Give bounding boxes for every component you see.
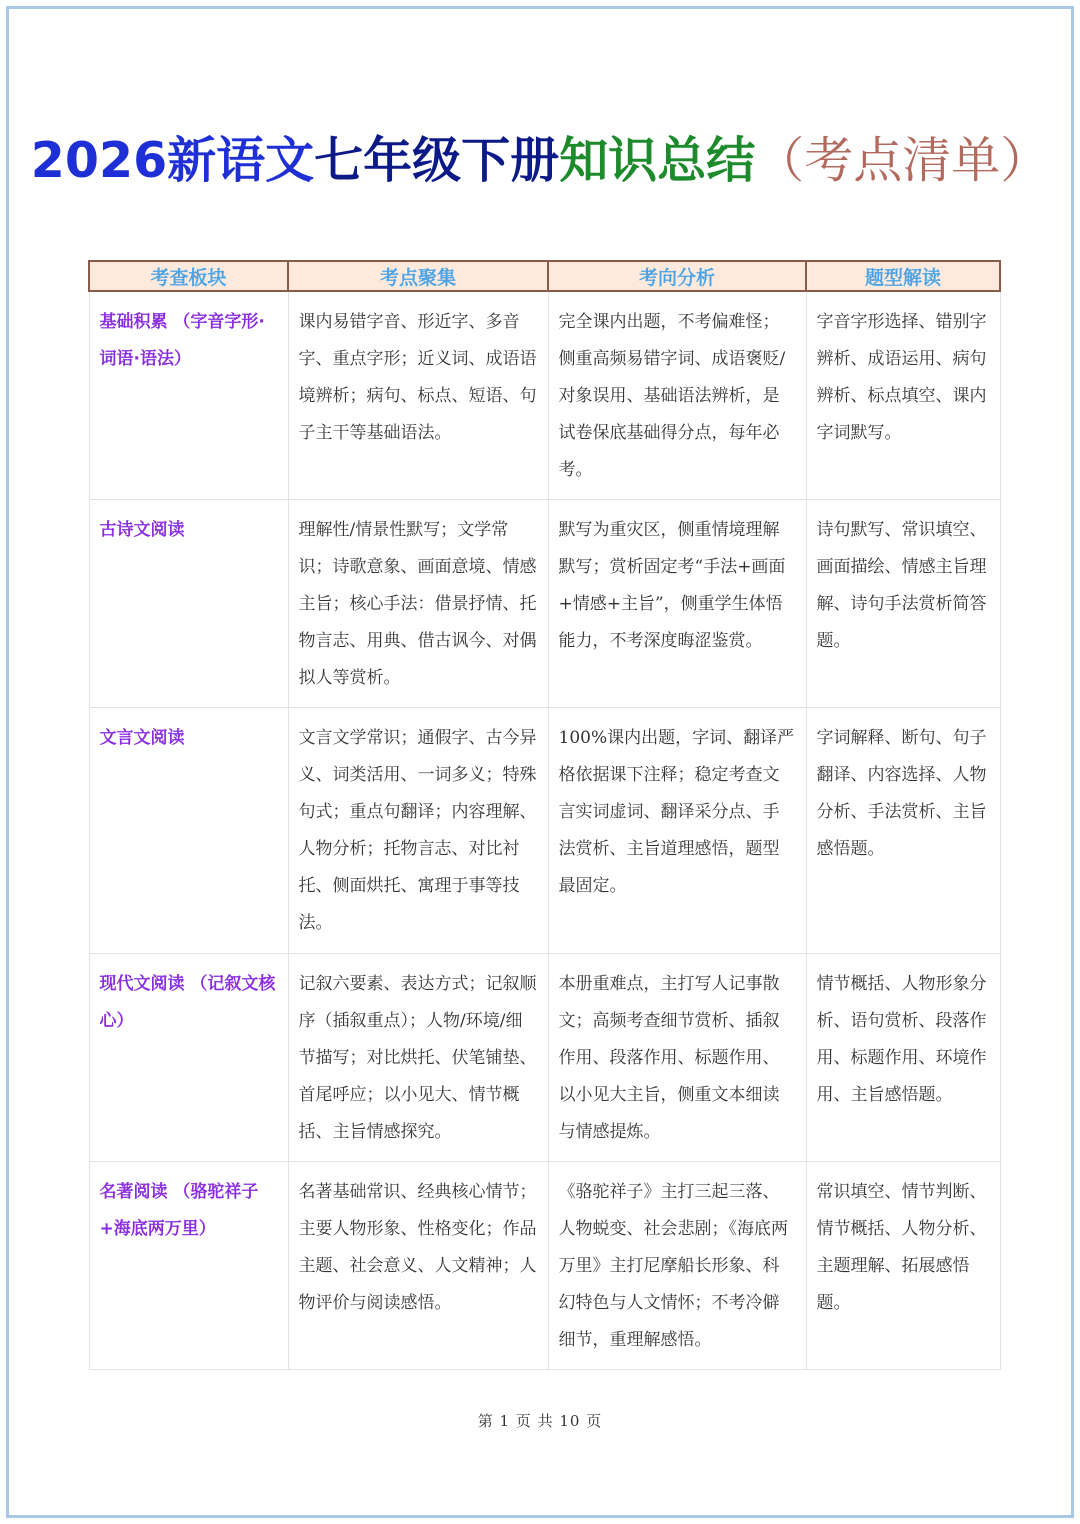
row-points: 名著基础常识、经典核心情节；主要人物形象、性格变化；作品主题、社会意义、人文精神；人物评价与阅读感悟。 bbox=[288, 1162, 548, 1370]
header-points: 考点聚集 bbox=[288, 261, 548, 291]
title-part-summary: 知识总结 bbox=[559, 132, 756, 189]
row-analysis: 本册重难点，主打写人记事散文；高频考查细节赏析、插叙作用、段落作用、标题作用、以小见大主旨，侧重文本细读与情感提炼。 bbox=[548, 954, 806, 1162]
row-types: 常识填空、情节判断、情节概括、人物分析、主题理解、拓展感悟题。 bbox=[806, 1162, 1000, 1370]
title-part-year-subject: 2026新语文 bbox=[30, 132, 315, 189]
row-analysis: 《骆驼祥子》主打三起三落、人物蜕变、社会悲剧；《海底两万里》主打尼摩船长形象、科幻特色与人文情怀；不考冷僻细节，重理解感悟。 bbox=[548, 1162, 806, 1370]
page-number: 第 1 页 共 10 页 bbox=[477, 1412, 603, 1430]
row-types: 诗句默写、常识填空、画面描绘、情感主旨理解、诗句手法赏析简答题。 bbox=[806, 500, 1000, 708]
header-module: 考查板块 bbox=[89, 261, 288, 291]
row-types: 字词解释、断句、句子翻译、内容选择、人物分析、手法赏析、主旨感悟题。 bbox=[806, 708, 1000, 954]
row-points: 文言文学常识；通假字、古今异义、词类活用、一词多义；特殊句式；重点句翻译；内容理解、人物分析；托物言志、对比衬托、侧面烘托、寓理于事等技法。 bbox=[288, 708, 548, 954]
header-question-types: 题型解读 bbox=[806, 261, 1000, 291]
title-part-grade: 七年级下册 bbox=[314, 132, 560, 189]
row-points: 理解性/情景性默写；文学常识；诗歌意象、画面意境、情感主旨；核心手法：借景抒情、托物言志、用典、借古讽今、对偶拟人等赏析。 bbox=[288, 500, 548, 708]
row-types: 情节概括、人物形象分析、语句赏析、段落作用、标题作用、环境作用、主旨感悟题。 bbox=[806, 954, 1000, 1162]
row-points: 课内易错字音、形近字、多音字、重点字形；近义词、成语语境辨析；病句、标点、短语、句子主干等基础语法。 bbox=[288, 291, 548, 500]
table-row bbox=[89, 1162, 1000, 1370]
row-category: 基础积累 （字音字形·词语·语法） bbox=[89, 291, 288, 500]
row-points: 记叙六要素、表达方式；记叙顺序（插叙重点）；人物/环境/细节描写；对比烘托、伏笔铺垫、首尾呼应；以小见大、情节概括、主旨情感探究。 bbox=[288, 954, 548, 1162]
row-category: 古诗文阅读 bbox=[89, 500, 288, 708]
table-row bbox=[89, 708, 1000, 954]
row-types: 字音字形选择、错别字辨析、成语运用、病句辨析、标点填空、课内字词默写。 bbox=[806, 291, 1000, 500]
row-analysis: 默写为重灾区，侧重情境理解默写；赏析固定考“手法+画面+情感+主旨”，侧重学生体悟能力，不考深度晦涩鉴赏。 bbox=[548, 500, 806, 708]
row-category: 文言文阅读 bbox=[89, 708, 288, 954]
row-analysis: 完全课内出题，不考偏难怪；侧重高频易错字词、成语褒贬/对象误用、基础语法辨析，是试卷保底基础得分点，每年必考。 bbox=[548, 291, 806, 500]
knowledge-table bbox=[88, 260, 1001, 1370]
table-row bbox=[89, 954, 1000, 1162]
row-category: 现代文阅读 （记叙文核心） bbox=[89, 954, 288, 1162]
table-row bbox=[89, 291, 1000, 500]
page-title bbox=[0, 122, 1080, 192]
table-header-row bbox=[89, 261, 1000, 291]
row-analysis: 100%课内出题，字词、翻译严格依据课下注释；稳定考查文言实词虚词、翻译采分点、手法赏析、主旨道理感悟，题型最固定。 bbox=[548, 708, 806, 954]
table-row bbox=[89, 500, 1000, 708]
row-category: 名著阅读 （骆驼祥子+海底两万里） bbox=[89, 1162, 288, 1370]
title-part-checklist: （考点清单） bbox=[755, 132, 1050, 189]
header-analysis: 考向分析 bbox=[548, 261, 806, 291]
